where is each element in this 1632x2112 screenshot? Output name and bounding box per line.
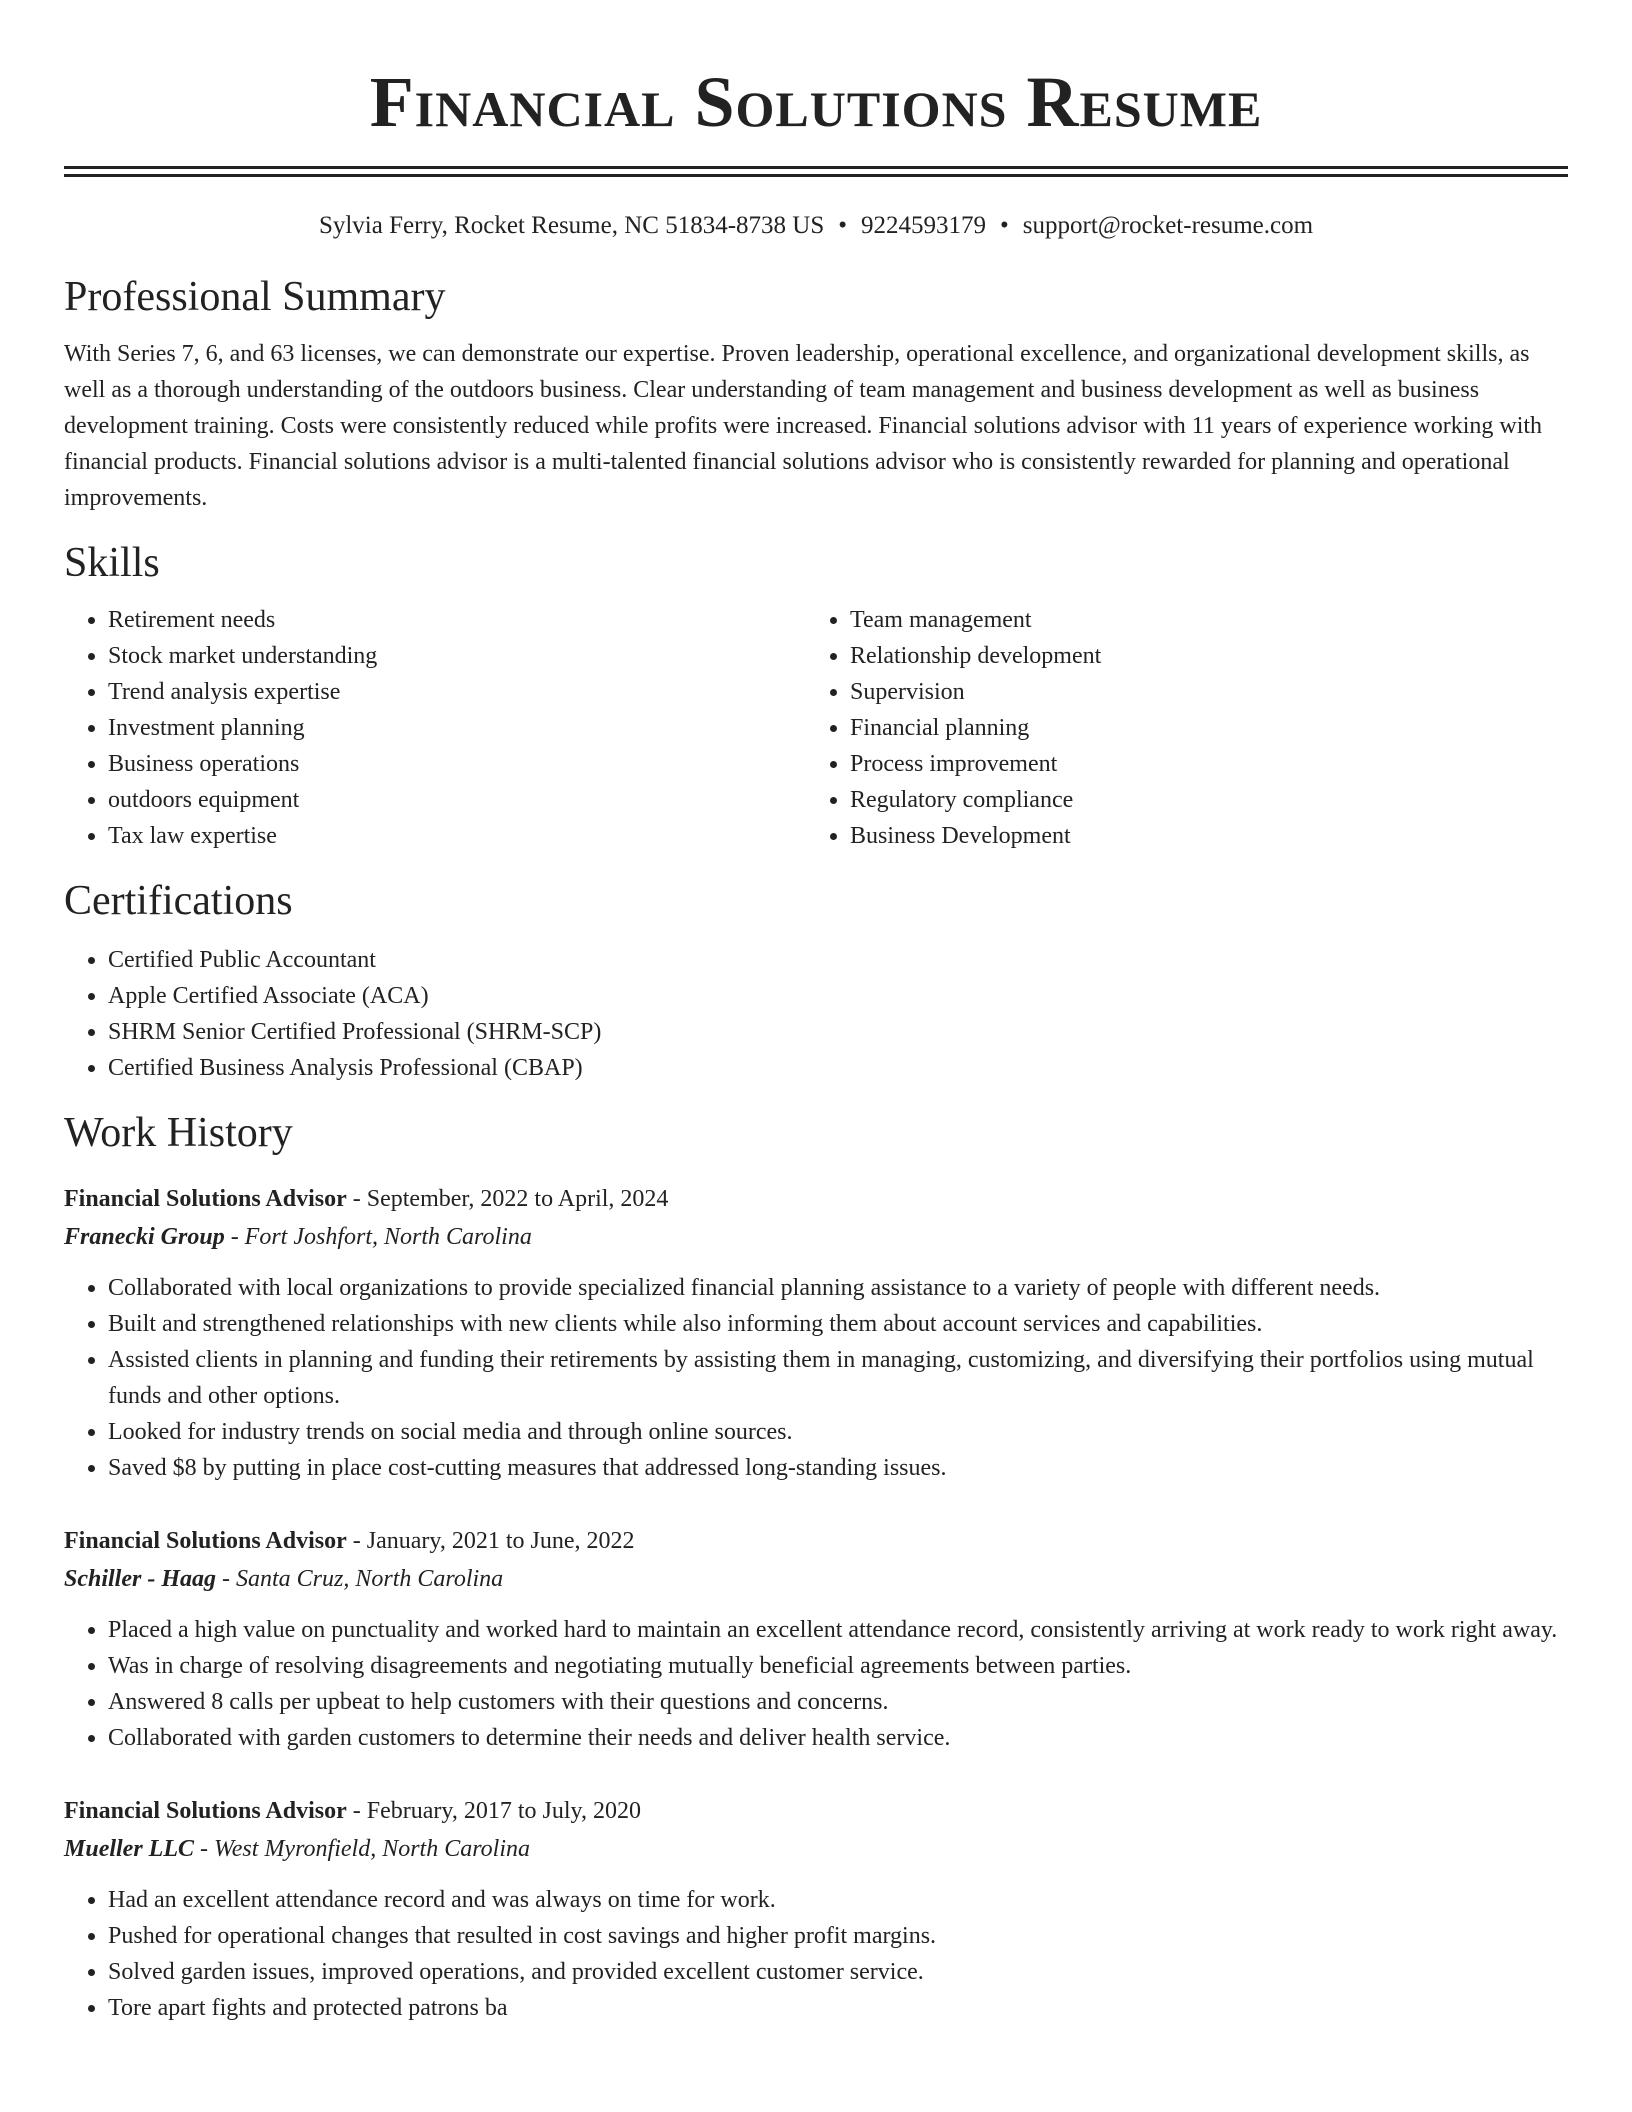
job-title-line bbox=[64, 1522, 1568, 1560]
job-company: Schiller - Haag bbox=[64, 1566, 217, 1592]
job-company-line bbox=[64, 1218, 1568, 1256]
job-bullets bbox=[64, 1612, 1568, 1756]
skills-list-left bbox=[64, 602, 806, 854]
job-location: - West Myronfield, North Carolina bbox=[194, 1836, 530, 1862]
job-company: Mueller LLC bbox=[64, 1836, 194, 1862]
job-bullet: • Collaborated with local organizations to provide specialized financial planning assistance to a variety of people with different needs. bbox=[108, 1270, 1568, 1306]
job-bullet: • Solved garden issues, improved operations, and provided excellent customer service. bbox=[108, 1954, 1568, 1990]
job-company: Franecki Group bbox=[64, 1224, 225, 1250]
job-location: - Fort Joshfort, North Carolina bbox=[224, 1224, 532, 1250]
job-bullet: • Built and strengthened relationships with new clients while also informing them about account services and capabilities. bbox=[108, 1306, 1568, 1342]
job-company-line bbox=[64, 1560, 1568, 1598]
skill-item: • Financial planning bbox=[850, 710, 1548, 746]
certification-item: • Certified Business Analysis Professional (CBAP) bbox=[108, 1050, 1568, 1086]
skill-item: • Tax law expertise bbox=[108, 818, 806, 854]
job-bullets bbox=[64, 1270, 1568, 1486]
job-bullet: • Assisted clients in planning and funding their retirements by assisting them in managing, customizing, and diversifying their portfolios using mutual funds and other options. bbox=[108, 1342, 1568, 1414]
job-entry bbox=[64, 1180, 1568, 1486]
skill-item: • Investment planning bbox=[108, 710, 806, 746]
job-bullet: • Saved $8 by putting in place cost-cutting measures that addressed long-standing issues. bbox=[108, 1450, 1568, 1486]
skills-section bbox=[64, 602, 1568, 854]
certification-item: • Certified Public Accountant bbox=[108, 942, 1568, 978]
job-dates: - January, 2021 to June, 2022 bbox=[346, 1528, 635, 1554]
certification-item: • SHRM Senior Certified Professional (SHRM-SCP) bbox=[108, 1014, 1568, 1050]
job-location: - Santa Cruz, North Carolina bbox=[216, 1566, 504, 1592]
resume-page bbox=[64, 0, 1568, 2026]
summary-text: With Series 7, 6, and 63 licenses, we can demonstrate our expertise. Proven leadership, operational excellence, and organizational development skills, as well as a thorough understanding of the outdoors business. Clear understanding of team management and business development as well as business development training. Costs were consistently reduced while profits were increased. Financial solutions advisor with 11 years of experience working with financial products. Financial solutions advisor is a multi-talented financial solutions advisor who is consistently rewarded for planning and operational improvements. bbox=[64, 341, 1543, 511]
skill-item: • Business operations bbox=[108, 746, 806, 782]
job-bullet: • Placed a high value on punctuality and worked hard to maintain an excellent attendance record, consistently arriving at work ready to work right away. bbox=[108, 1612, 1568, 1648]
contact-address: Sylvia Ferry, Rocket Resume, NC 51834-8738 US bbox=[318, 212, 825, 239]
job-dates: - September, 2022 to April, 2024 bbox=[346, 1186, 669, 1212]
job-bullet: • Was in charge of resolving disagreements and negotiating mutually beneficial agreements between parties. bbox=[108, 1648, 1568, 1684]
skill-item: • Regulatory compliance bbox=[850, 782, 1548, 818]
job-title: Financial Solutions Advisor bbox=[64, 1528, 347, 1554]
contact-email[interactable]: support@rocket-resume.com bbox=[1022, 212, 1314, 239]
job-bullet: • Tore apart fights and protected patrons ba bbox=[108, 1990, 1568, 2026]
job-bullet: • Pushed for operational changes that resulted in cost savings and higher profit margins. bbox=[108, 1918, 1568, 1954]
skill-item: • Stock market understanding bbox=[108, 638, 806, 674]
job-company-line bbox=[64, 1830, 1568, 1868]
job-entry bbox=[64, 1792, 1568, 2026]
skills-list-right bbox=[806, 602, 1548, 854]
work-history-heading: Work History bbox=[64, 1110, 293, 1156]
skill-item: • outdoors equipment bbox=[108, 782, 806, 818]
job-bullet: • Looked for industry trends on social media and through online sources. bbox=[108, 1414, 1568, 1450]
skill-item: • Supervision bbox=[850, 674, 1548, 710]
skill-item: • Process improvement bbox=[850, 746, 1548, 782]
certification-item: • Apple Certified Associate (ACA) bbox=[108, 978, 1568, 1014]
resume-title: Financial Solutions Resume bbox=[369, 62, 1263, 142]
summary-heading: Professional Summary bbox=[64, 274, 446, 320]
job-bullets bbox=[64, 1882, 1568, 2026]
job-bullet: • Answered 8 calls per upbeat to help customers with their questions and concerns. bbox=[108, 1684, 1568, 1720]
certifications-list bbox=[64, 942, 1568, 1086]
skills-heading: Skills bbox=[64, 540, 160, 586]
job-dates: - February, 2017 to July, 2020 bbox=[346, 1798, 641, 1824]
title-divider bbox=[64, 166, 1568, 177]
skill-item: • Team management bbox=[850, 602, 1548, 638]
skill-item: • Business Development bbox=[850, 818, 1548, 854]
job-title: Financial Solutions Advisor bbox=[64, 1798, 347, 1824]
contact-separator: • bbox=[1000, 212, 1009, 239]
contact-phone: 9224593179 bbox=[861, 212, 986, 239]
certifications-heading: Certifications bbox=[64, 878, 293, 924]
job-title-line bbox=[64, 1180, 1568, 1218]
skill-item: • Trend analysis expertise bbox=[108, 674, 806, 710]
job-bullet: • Collaborated with garden customers to determine their needs and deliver health service. bbox=[108, 1720, 1568, 1756]
job-title: Financial Solutions Advisor bbox=[64, 1186, 347, 1212]
contact-line bbox=[64, 210, 1568, 242]
job-title-line bbox=[64, 1792, 1568, 1830]
skill-item: • Relationship development bbox=[850, 638, 1548, 674]
skill-item: • Retirement needs bbox=[108, 602, 806, 638]
job-entry bbox=[64, 1522, 1568, 1756]
job-bullet: • Had an excellent attendance record and was always on time for work. bbox=[108, 1882, 1568, 1918]
contact-separator: • bbox=[838, 212, 847, 239]
